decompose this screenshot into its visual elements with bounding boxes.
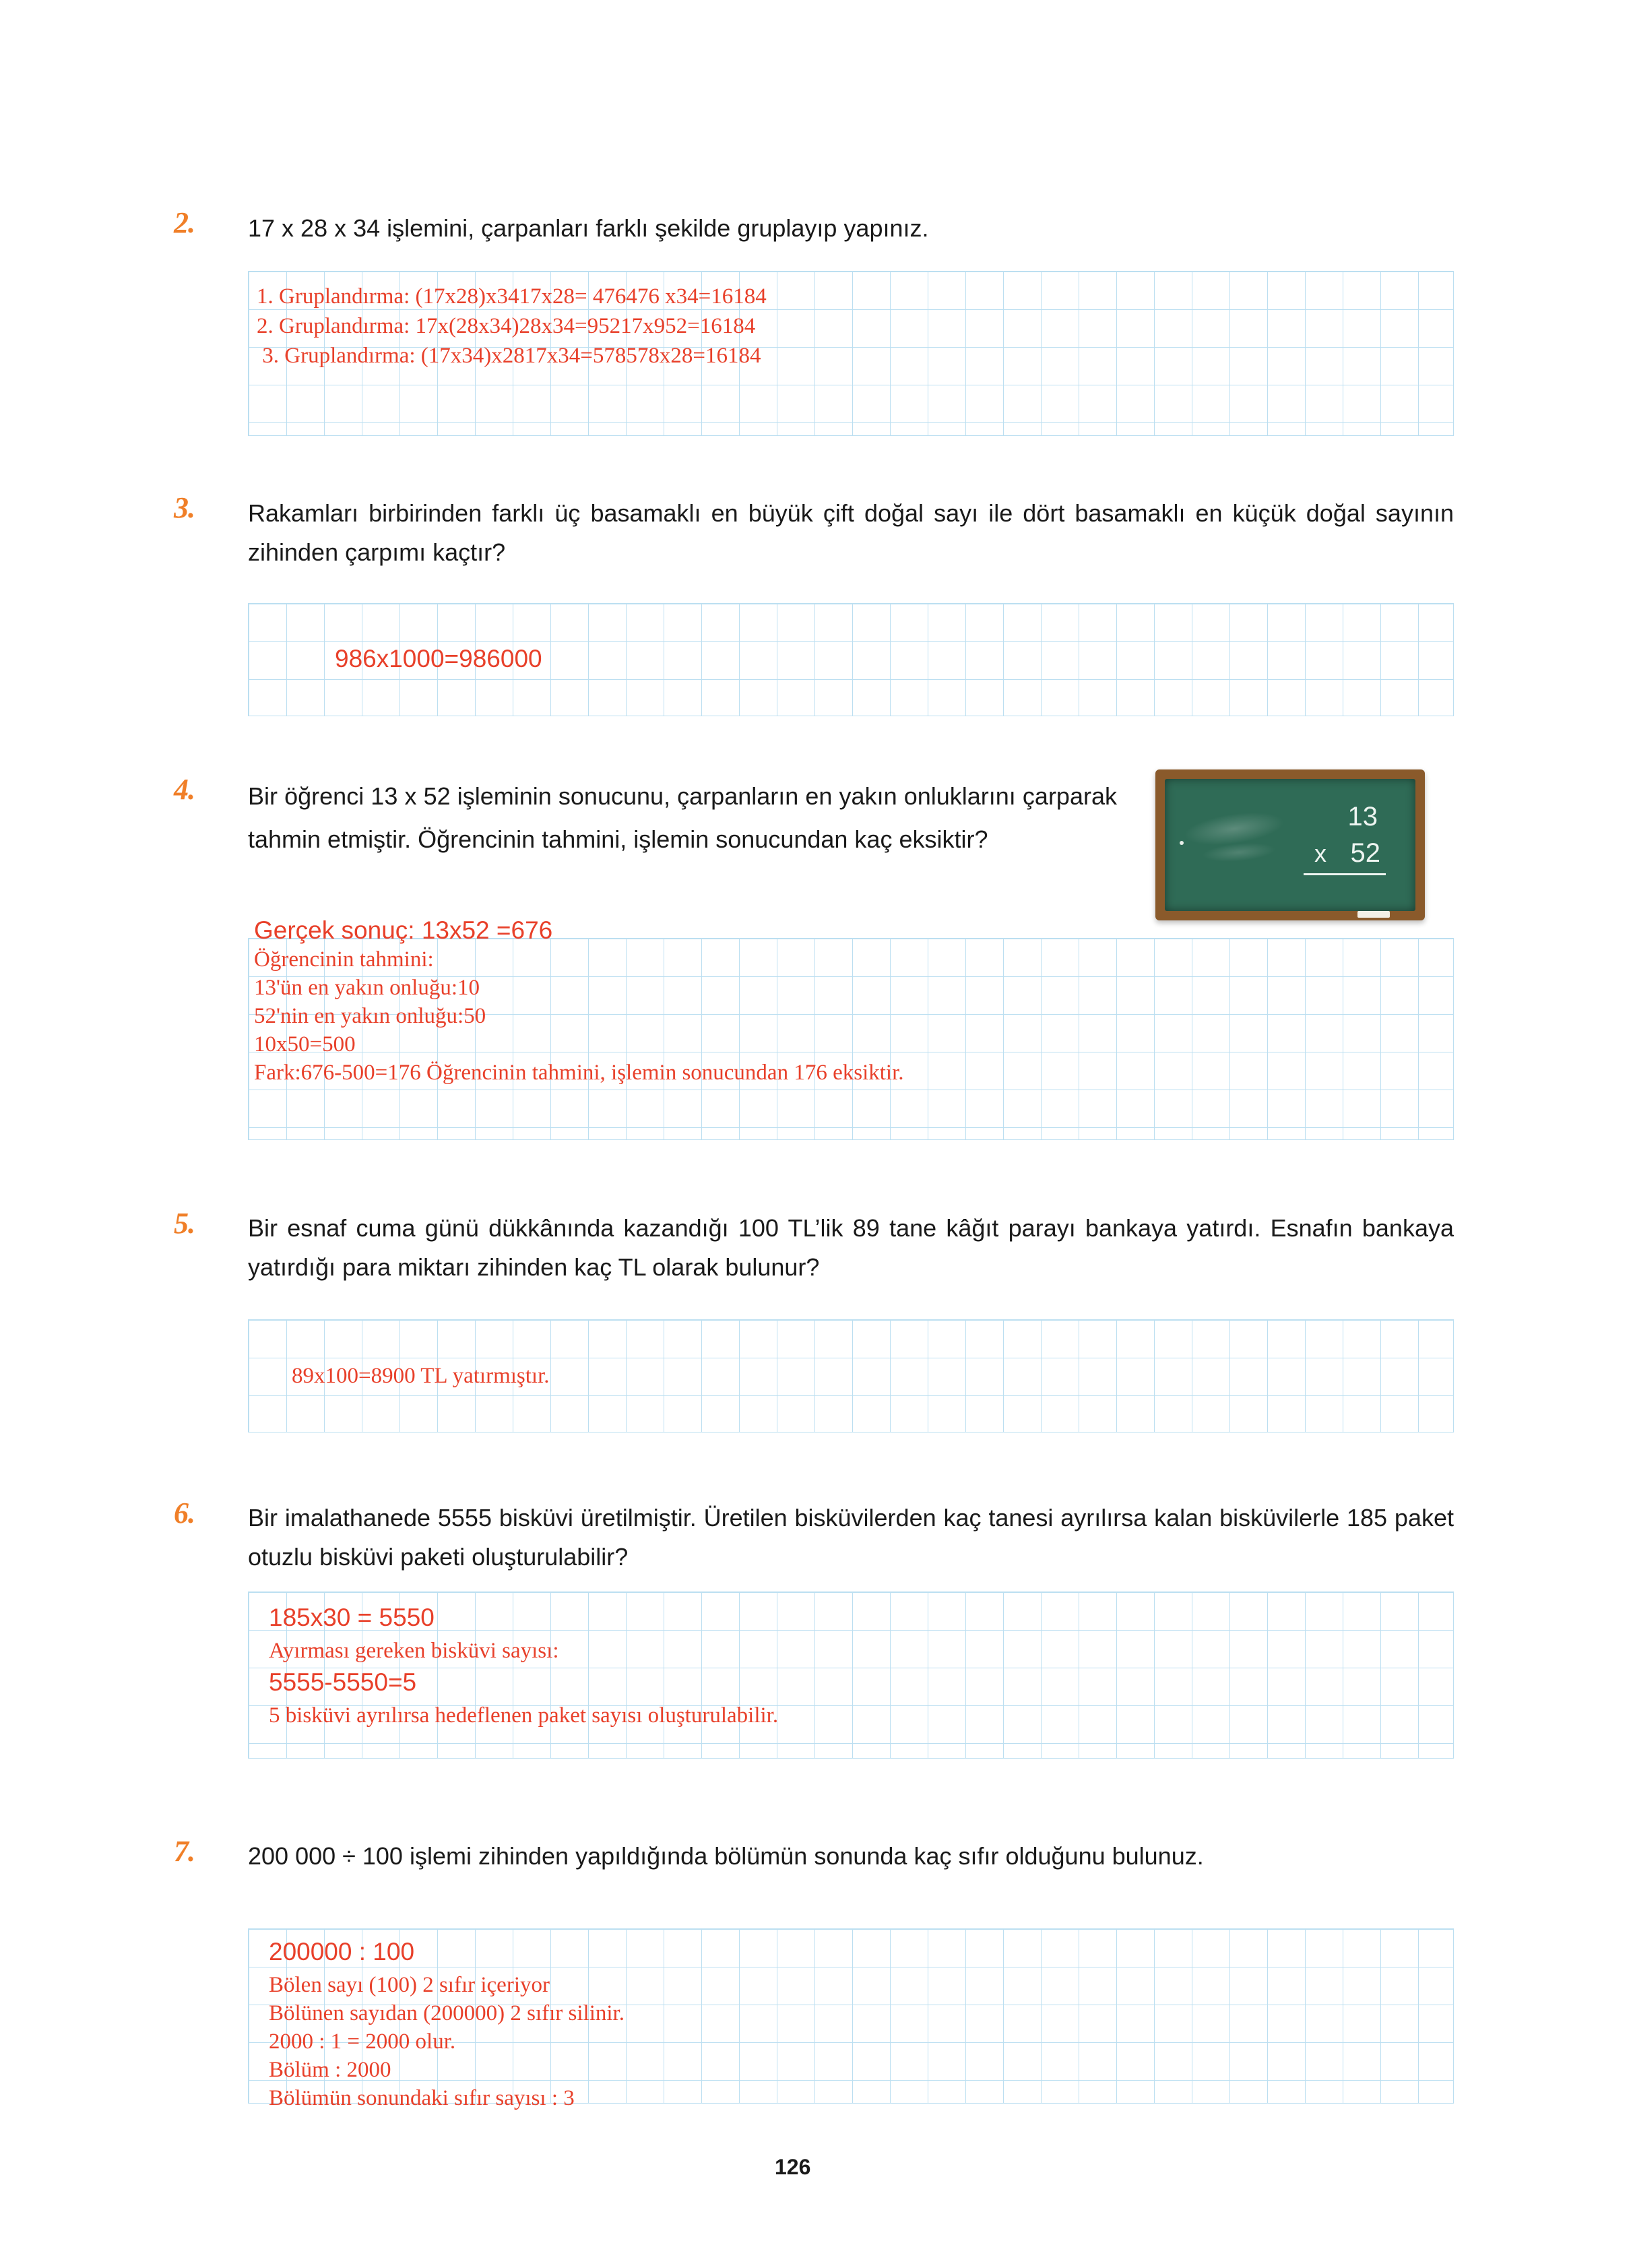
- exercise-5-answer-line-1: 89x100=8900 TL yatırmıştır.: [292, 1364, 550, 1388]
- blackboard-operator: x: [1314, 840, 1326, 867]
- exercise-5-question: Bir esnaf cuma günü dükkânında kazandığı 100 TL’lik 89 tane kâğıt parayı bankaya yatırdı. Esnafın bankaya yatırdığı para miktarı zihinden kaç TL olarak bulunur?: [248, 1214, 1454, 1282]
- exercise-4-answer-grid[interactable]: [248, 916, 1454, 1140]
- exercise-3-question: Rakamları birbirinden farklı üç basamaklı en büyük çift doğal sayı ile dört basamaklı en küçük doğal sayının zihinden çarpımı kaçtır?: [248, 499, 1454, 567]
- blackboard-rule-line: [1304, 873, 1386, 875]
- exercise-4-number: 4.: [174, 773, 195, 806]
- exercise-7-question: 200 000 ÷ 100 işlemi zihinden yapıldığında bölümün sonunda kaç sıfır olduğunu bulunuz.: [248, 1842, 1204, 1870]
- exercise-7-answer-line-2: Bölen sayı (100) 2 sıfır içeriyor: [269, 1973, 550, 1997]
- chalk-dot-icon: [1180, 841, 1184, 845]
- exercise-6-question: Bir imalathanede 5555 bisküvi üretilmiştir. Üretilen bisküvilerden kaç tanesi ayrılırsa kalan bisküvilerle 185 paket otuzlu bisküvi paketi oluşturulabilir?: [248, 1504, 1454, 1571]
- exercise-4-question: Bir öğrenci 13 x 52 işleminin sonucunu, çarpanların en yakın onluklarını çarparak tahmin etmiştir. Öğrencinin tahmini, işlemin sonucundan kaç eksiktir?: [248, 782, 1117, 854]
- exercise-6-number: 6.: [174, 1497, 195, 1530]
- exercise-2-number: 2.: [174, 206, 195, 239]
- blackboard-surface: [1165, 779, 1415, 911]
- blackboard-multiplicand: 13: [1347, 802, 1378, 831]
- exercise-7-answer-line-3: Bölünen sayıdan (200000) 2 sıfır silinir.: [269, 2001, 625, 2025]
- exercise-3-answer-line-1: 986x1000=986000: [335, 645, 542, 672]
- exercise-4-answer-line-5: 10x50=500: [254, 1032, 356, 1057]
- exercise-3-number: 3.: [174, 491, 195, 524]
- exercise-4-answer-line-4: 52'nin en yakın onluğu:50: [254, 1004, 486, 1028]
- exercise-2-answer-grid[interactable]: [248, 271, 1454, 436]
- exercise-4-answer-line-6: Fark:676-500=176 Öğrencinin tahmini, işlemin sonucundan 176 eksiktir.: [254, 1061, 904, 1085]
- exercise-5-answer-grid[interactable]: [248, 1319, 1454, 1432]
- exercise-3-answer-grid[interactable]: [248, 603, 1454, 716]
- chalk-piece-icon: [1357, 911, 1390, 918]
- exercise-5-number: 5.: [174, 1207, 195, 1240]
- exercise-7-answer-line-4: 2000 : 1 = 2000 olur.: [269, 2029, 456, 2054]
- exercise-2-answer-line-3: 3. Gruplandırma: (17x34)x2817x34=578578x28=16184: [257, 344, 761, 368]
- exercise-6-answer-line-4: 5 bisküvi ayrılırsa hedeflenen paket sayısı oluşturulabilir.: [269, 1703, 779, 1728]
- page-number: 126: [775, 2155, 811, 2179]
- exercise-6-answer-line-1: 185x30 = 5550: [269, 1604, 435, 1631]
- exercise-4-answer-line-2: Öğrencinin tahmini:: [254, 947, 434, 972]
- exercise-6-answer-line-3: 5555-5550=5: [269, 1668, 417, 1696]
- exercise-2-question: 17 x 28 x 34 işlemini, çarpanları farklı şekilde gruplayıp yapınız.: [248, 214, 929, 242]
- exercise-4-answer-line-1: Gerçek sonuç: 13x52 =676: [254, 916, 553, 944]
- exercise-2-answer-line-2: 2. Gruplandırma: 17x(28x34)28x34=95217x952=16184: [257, 314, 756, 338]
- exercise-6-answer-line-2: Ayırması gereken bisküvi sayısı:: [269, 1639, 559, 1663]
- exercise-4-answer-line-3: 13'ün en yakın onluğu:10: [254, 976, 480, 1000]
- exercise-7-answer-line-6: Bölümün sonundaki sıfır sayısı : 3: [269, 2086, 575, 2110]
- exercise-7-answer-line-1: 200000 : 100: [269, 1938, 415, 1965]
- exercise-7-number: 7.: [174, 1835, 195, 1868]
- exercise-6-answer-grid[interactable]: [248, 1592, 1454, 1759]
- exercise-7-answer-grid[interactable]: [248, 1928, 1454, 2110]
- exercise-2-answer-line-1: 1. Gruplandırma: (17x28)x3417x28= 476476 x34=16184: [257, 284, 767, 309]
- exercise-7-answer-line-5: Bölüm : 2000: [269, 2058, 391, 2082]
- blackboard-multiplier: 52: [1350, 838, 1380, 868]
- blackboard-illustration: [1155, 769, 1425, 920]
